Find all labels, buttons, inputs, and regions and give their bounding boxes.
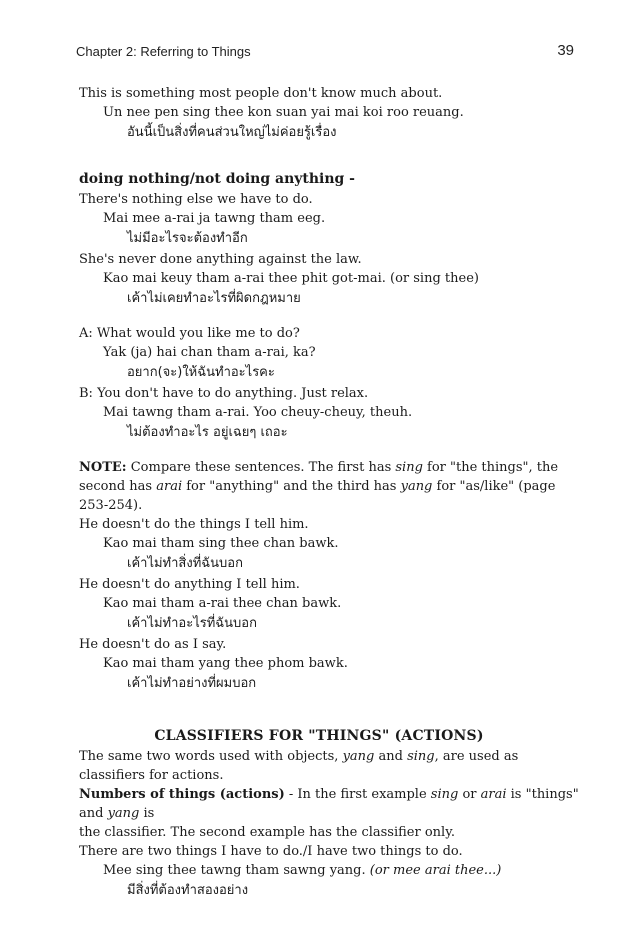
section-heading: doing nothing/not doing anything - <box>79 171 355 187</box>
english-sentence: This is something most people don't know much about. <box>79 86 443 101</box>
para-term: sing <box>430 787 459 802</box>
thai-script: เค้าไม่ทำอย่างที่ผมบอก <box>127 676 257 691</box>
thai-script: เค้าไม่เคยทำอะไรที่ผิดกฎหมาย <box>127 291 301 306</box>
transliteration: Yak (ja) hai chan tham a-rai, ka? <box>103 345 316 360</box>
running-header: Chapter 2: Referring to Things <box>76 44 251 59</box>
transliteration: Un nee pen sing thee kon suan yai mai koi roo reuang. <box>103 105 464 120</box>
note-text: for "the things", the second has <box>79 460 559 494</box>
english-sentence: There are two things I have to do./I have two things to do. <box>79 844 463 859</box>
para-term: arai <box>480 787 507 802</box>
note-term: arai <box>156 479 183 494</box>
thai-script: ไม่ต้องทำอะไร อยู่เฉยๆ เถอะ <box>127 425 288 440</box>
body-paragraph-line: the classifier. The second example has the classifier only. <box>79 825 455 840</box>
para-text: is "things" and <box>79 787 579 821</box>
body-paragraph <box>79 785 579 823</box>
para-term: yang <box>107 806 140 821</box>
note-text: Compare these sentences. The first has <box>126 460 396 475</box>
transliteration: Kao mai tham a-rai thee chan bawk. <box>103 596 342 611</box>
para-text: - In the first example <box>284 787 431 802</box>
transliteration: Kao mai keuy tham a-rai thee phit got-mai. (or sing thee) <box>103 271 479 286</box>
section-heading: CLASSIFIERS FOR "THINGS" (ACTIONS) <box>154 728 484 744</box>
transliteration: Kao mai tham yang thee phom bawk. <box>103 656 348 671</box>
thai-script: อยาก(จะ)ให้ฉันทำอะไรคะ <box>127 365 275 380</box>
note-term: yang <box>400 479 433 494</box>
english-sentence: There's nothing else we have to do. <box>79 192 313 207</box>
para-text: , are used as classifiers for actions. <box>79 749 519 783</box>
para-text: is <box>139 806 155 821</box>
thai-script: ไม่มีอะไรจะต้องทำอีก <box>127 231 248 246</box>
english-sentence: A: What would you like me to do? <box>79 326 300 341</box>
english-sentence: She's never done anything against the law. <box>79 252 362 267</box>
para-lead: Numbers of things (actions) <box>79 787 285 802</box>
thai-script: อันนี้เป็นสิ่งที่คนส่วนใหญ่ไม่ค่อยรู้เรื่อง <box>127 125 337 140</box>
english-sentence: He doesn't do anything I tell him. <box>79 577 300 592</box>
thai-script: เค้าไม่ทำสิ่งที่ฉันบอก <box>127 556 243 571</box>
transliteration-note: (or mee arai thee...) <box>365 863 502 878</box>
body-paragraph <box>79 747 579 785</box>
para-text: The same two words used with objects, <box>79 749 343 764</box>
note-label: NOTE: <box>79 460 127 475</box>
para-text: or <box>458 787 481 802</box>
para-text: and <box>374 749 408 764</box>
thai-script: มีสิ่งที่ต้องทำสองอย่าง <box>127 883 249 898</box>
english-sentence: He doesn't do the things I tell him. <box>79 517 309 532</box>
note-text: for "as/like" (page 253-254). <box>79 479 556 513</box>
transliteration <box>79 861 579 880</box>
note-term: sing <box>395 460 423 475</box>
page-number: 39 <box>557 42 574 59</box>
english-sentence: He doesn't do as I say. <box>79 637 227 652</box>
para-term: yang <box>342 749 375 764</box>
para-term: sing <box>407 749 435 764</box>
note-text: for "anything" and the third has <box>182 479 401 494</box>
note-paragraph <box>79 458 579 515</box>
english-sentence: B: You don't have to do anything. Just relax. <box>79 386 369 401</box>
transliteration-text: Mee sing thee tawng tham sawng yang. <box>103 863 366 878</box>
transliteration: Mai mee a-rai ja tawng tham eeg. <box>103 211 326 226</box>
thai-script: เค้าไม่ทำอะไรที่ฉันบอก <box>127 616 257 631</box>
transliteration: Kao mai tham sing thee chan bawk. <box>103 536 339 551</box>
page-content <box>79 84 579 902</box>
transliteration: Mai tawng tham a-rai. Yoo cheuy-cheuy, theuh. <box>103 405 413 420</box>
